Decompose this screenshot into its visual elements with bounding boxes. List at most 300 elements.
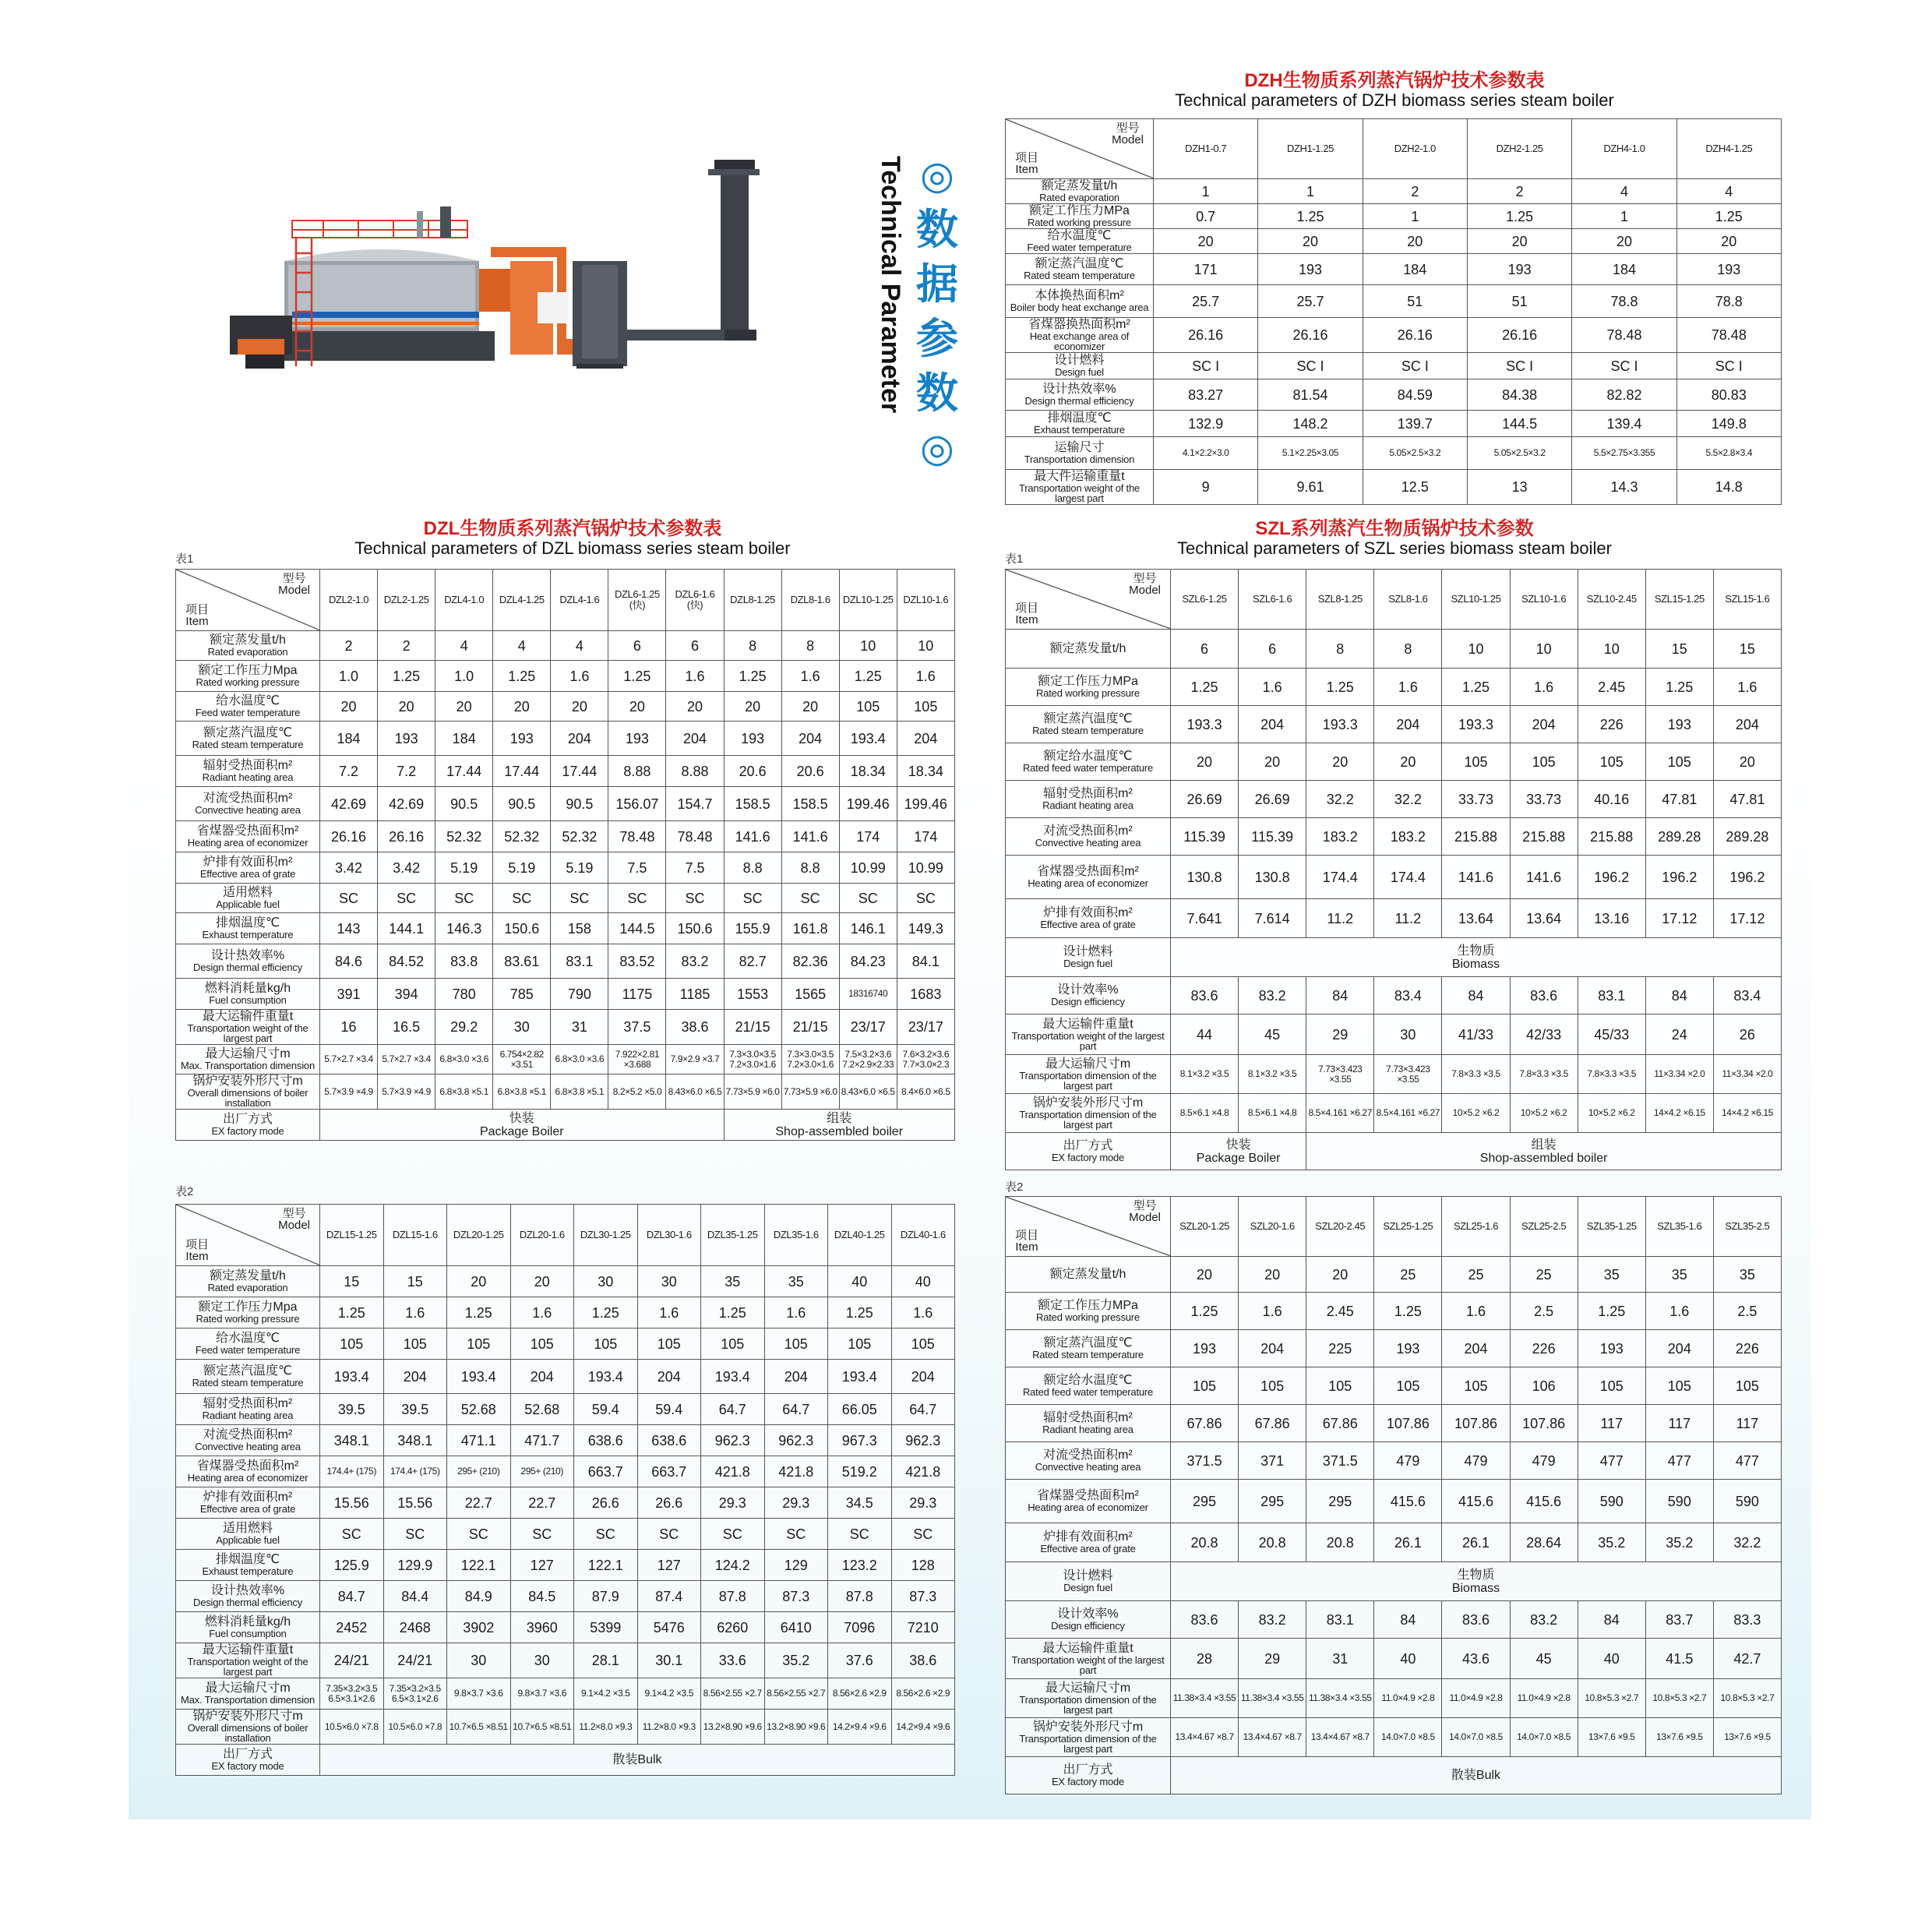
table-row (1006, 706, 1782, 743)
table-cell: 20 (1676, 229, 1781, 254)
table-cell: 8 (1374, 630, 1442, 669)
table-cell: 3.42 (378, 852, 435, 884)
row-label-cn: 出厂方式 (222, 1113, 273, 1126)
table-cell: 14×4.2 ×6.15 (1645, 1094, 1713, 1133)
table-row (176, 1643, 955, 1678)
table-cell: 17.44 (551, 756, 608, 787)
row-label (1006, 781, 1171, 818)
table-row (1006, 818, 1782, 856)
table-cell: 10 (897, 631, 954, 661)
row-label-en: EX factory mode (211, 1125, 284, 1137)
table-cell: 6.754×2.82 ×3.51 (493, 1045, 551, 1074)
table-cell: 204 (1239, 1330, 1306, 1367)
table-cell: 84 (1442, 977, 1510, 1014)
table-cell: 1.6 (637, 1297, 701, 1329)
table-cell: 146.3 (435, 913, 493, 944)
table-cell: 7.922×2.81 ×3.688 (608, 1045, 666, 1074)
table-cell: 35 (701, 1266, 765, 1297)
table-cell: 5.1×2.25×3.05 (1258, 437, 1363, 470)
table-header-row (1006, 1197, 1782, 1257)
table-cell: 7.73×5.9 ×6.0 (781, 1074, 839, 1110)
table-cell: 13×7.6 ×9.5 (1645, 1718, 1713, 1757)
table-cell: 7.3×3.0×3.5 7.2×3.0×1.6 (781, 1045, 839, 1074)
table-cell: 141.6 (1442, 856, 1510, 899)
table-cell: 141.6 (1510, 856, 1578, 899)
table-cell: 20 (1467, 229, 1571, 254)
table-cell: 139.7 (1363, 411, 1467, 437)
table-cell: 193.4 (447, 1360, 511, 1394)
table-cell: 4 (1676, 179, 1781, 204)
table-row (176, 1010, 955, 1045)
row-label (176, 1360, 320, 1394)
table-cell: 6260 (701, 1612, 765, 1643)
table-cell: 105 (510, 1329, 574, 1360)
row-label-cn: 本体换热面积m² (1035, 289, 1124, 302)
row-label (176, 1329, 320, 1360)
model-header: DZL15-1.25 (320, 1205, 384, 1266)
row-label-en: Applicable fuel (216, 1534, 280, 1546)
row-label-cn: 辐射受热面积m² (1043, 1411, 1133, 1424)
table-cell: 8.4×6.0 ×6.5 (897, 1074, 954, 1110)
row-label-en: Rated steam temperature (1032, 1349, 1144, 1360)
table-cell: 204 (1239, 706, 1306, 743)
table-cell: 30 (510, 1643, 574, 1678)
table-cell: 35 (1645, 1257, 1713, 1293)
table-row (176, 787, 955, 821)
table-row (1006, 856, 1782, 899)
table-row (176, 692, 955, 722)
fuel-en: Biomass (1451, 1581, 1500, 1595)
table-cell: 7.35×3.2×3.5 6.5×3.1×2.6 (383, 1678, 447, 1710)
table-cell: 105 (1578, 1367, 1645, 1405)
table-cell: 10.5×6.0 ×7.8 (320, 1710, 384, 1745)
table-cell: 1 (1258, 179, 1363, 204)
table-cell: 25 (1442, 1257, 1510, 1293)
table-cell: 295 (1306, 1480, 1374, 1523)
table-cell: 5.7×2.7 ×3.4 (320, 1045, 378, 1074)
table-cell: 14.3 (1572, 470, 1676, 505)
model-header: SZL20-1.25 (1171, 1197, 1239, 1257)
table-cell: SC (510, 1519, 574, 1550)
table-cell: 348.1 (320, 1425, 384, 1456)
table-header-row (176, 570, 955, 631)
table-cell: 184 (1363, 254, 1467, 285)
table-row (176, 1425, 955, 1456)
table-cell: 1.6 (891, 1297, 955, 1329)
table-cell: 130.8 (1239, 856, 1306, 899)
table-cell: 1.6 (764, 1297, 828, 1329)
row-label-en: Rated steam temperature (1024, 270, 1135, 281)
table-cell: 67.86 (1239, 1405, 1306, 1442)
table-cell: 26.16 (320, 821, 378, 852)
corner-model-cn: 型号 (1133, 1199, 1157, 1212)
table-row (176, 1456, 955, 1487)
row-label-cn: 额定蒸汽温度℃ (203, 726, 292, 739)
table-cell: 83.4 (1713, 977, 1781, 1014)
table-cell: 0.7 (1154, 204, 1258, 229)
table-cell: 52.32 (435, 821, 493, 852)
model-header: DZH1-0.7 (1154, 119, 1258, 179)
table-row (1006, 743, 1782, 781)
table-cell: 20 (551, 692, 608, 722)
table-row-factory-mode (1006, 1133, 1782, 1170)
table-cell: 7.614 (1239, 899, 1306, 938)
table-cell: 125.9 (320, 1550, 384, 1581)
corner-model-en: Model (1129, 584, 1161, 597)
table-cell: 42/33 (1510, 1014, 1578, 1055)
table-cell: 215.88 (1578, 818, 1645, 856)
row-label-cn: 省煤器受热面积m² (196, 824, 299, 838)
table-cell: 193 (1578, 1330, 1645, 1367)
table-cell: 83.3 (1713, 1601, 1781, 1639)
szl-table2-label: 表2 (1005, 1180, 1024, 1194)
row-label-en: Rated evaporation (207, 1282, 288, 1293)
table-cell: 29.3 (891, 1487, 955, 1519)
model-header: SZL10-2.45 (1578, 570, 1645, 630)
table-cell: 13 (1467, 470, 1571, 505)
table-row (176, 722, 955, 756)
table-cell: 1.25 (1442, 669, 1510, 706)
row-label (176, 661, 320, 692)
table-cell: 83.2 (1239, 1601, 1306, 1639)
table-cell: 8.5×4.161 ×6.27 (1374, 1094, 1442, 1133)
table-cell: 174 (839, 821, 897, 852)
table-cell: 7.641 (1171, 899, 1239, 938)
table-cell: 1 (1572, 204, 1676, 229)
model-header: DZL20-1.6 (510, 1205, 574, 1266)
table-cell: 6410 (764, 1612, 828, 1643)
table-cell: 14.8 (1676, 470, 1781, 505)
dzh-title-en: Technical parameters of DZH biomass series steam boiler (1175, 90, 1614, 110)
factory-mode-package (320, 1110, 724, 1141)
table-row (1006, 899, 1782, 938)
model-header: SZL35-1.25 (1578, 1197, 1645, 1257)
row-label-en: Rated working pressure (196, 676, 300, 688)
table-cell: 143 (320, 913, 378, 944)
table-cell: 82.82 (1572, 379, 1676, 411)
model-header: DZL4-1.0 (435, 570, 493, 631)
table-cell: 139.4 (1572, 411, 1676, 437)
row-label-cn: 省煤器受热面积m² (1037, 1489, 1139, 1502)
table-cell: 10.8×5.3 ×2.7 (1578, 1679, 1645, 1718)
table-cell: 105 (1171, 1367, 1239, 1405)
row-label-en: Heating area of economizer (187, 1472, 308, 1484)
table-cell: 59.4 (637, 1394, 701, 1425)
table-row-fuel (1006, 1562, 1782, 1601)
table-cell: 32.2 (1306, 781, 1374, 818)
dzl-table1-label: 表1 (175, 552, 194, 566)
table-cell: 26.1 (1442, 1523, 1510, 1562)
row-label-en: Heating area of economizer (1028, 1501, 1148, 1513)
table-cell: 32.2 (1374, 781, 1442, 818)
table-cell: 78.48 (608, 821, 666, 852)
table-row (176, 1266, 955, 1297)
row-label-cn: 辐射受热面积m² (203, 759, 293, 772)
table-row (1006, 179, 1782, 204)
table-cell: 39.5 (383, 1394, 447, 1425)
table-cell: 83.27 (1154, 379, 1258, 411)
table-cell: 11×3.34 ×2.0 (1713, 1055, 1781, 1094)
table-corner-header (176, 1205, 320, 1266)
table-cell: 193 (493, 722, 551, 756)
row-label-cn: 额定给水温度℃ (1043, 1374, 1133, 1387)
table-cell: 199.46 (839, 787, 897, 821)
table-cell: 105 (1442, 743, 1510, 781)
table-cell: 29 (1306, 1014, 1374, 1055)
corner-item-cn: 项目 (1015, 602, 1039, 615)
factory-mode-merged: 散装Bulk (320, 1745, 955, 1776)
dzl-table2-label: 表2 (175, 1185, 194, 1198)
row-label-en: Radiant heating area (1042, 1424, 1133, 1435)
row-label-cn: 锅炉安装外形尺寸m (192, 1074, 303, 1088)
table-cell: 2 (1467, 179, 1571, 204)
table-cell: 4 (435, 631, 493, 661)
table-cell: SC I (1572, 353, 1676, 379)
table-cell: 193 (1645, 706, 1713, 743)
table-cell: 52.68 (510, 1394, 574, 1425)
corner-model-en: Model (1129, 1211, 1161, 1224)
table-cell: 13.4×4.67 ×8.7 (1306, 1718, 1374, 1757)
table-cell: 26.16 (1154, 318, 1258, 353)
table-cell: 11.2×8.0 ×9.3 (637, 1710, 701, 1745)
row-label-cn: 出厂方式 (1063, 1763, 1113, 1777)
dzl-title-cn: DZL生物质系列蒸汽锅炉技术参数表 (423, 518, 722, 539)
table-cell: 5399 (574, 1612, 638, 1643)
table-cell: 84.38 (1467, 379, 1571, 411)
table-cell: 1.25 (320, 1297, 384, 1329)
table-cell: 1565 (781, 979, 839, 1010)
table-cell: 1.6 (1645, 1293, 1713, 1330)
table-row (1006, 411, 1782, 437)
model-header: DZL40-1.25 (828, 1205, 892, 1266)
table-row (176, 1045, 955, 1074)
corner-model-label (278, 1208, 310, 1231)
table-cell: 24/21 (320, 1643, 384, 1678)
table-cell: SC I (1467, 353, 1571, 379)
table-cell: 295 (1171, 1480, 1239, 1523)
table-row (1006, 1480, 1782, 1523)
table-cell: 10 (1510, 630, 1578, 669)
table-cell: 20 (435, 692, 493, 722)
table-cell: SC (435, 884, 493, 913)
table-cell: 1.25 (1258, 204, 1363, 229)
table-cell: 8.8 (724, 852, 781, 884)
table-cell: 20 (781, 692, 839, 722)
table-cell: 10×5.2 ×6.2 (1578, 1094, 1645, 1133)
table-cell: 6.8×3.8 ×5.1 (551, 1074, 608, 1110)
table-cell: 6.8×3.8 ×5.1 (493, 1074, 551, 1110)
table-cell: 41.5 (1645, 1639, 1713, 1679)
table-cell: 174.4+ (175) (320, 1456, 384, 1487)
table-cell: 7.73×3.423 ×3.55 (1306, 1055, 1374, 1094)
table-cell: 348.1 (383, 1425, 447, 1456)
table-cell: 83.6 (1171, 1601, 1239, 1639)
table-cell: 105 (1645, 1367, 1713, 1405)
row-label-cn: 最大运输件重量t (202, 1010, 294, 1023)
table-row (176, 756, 955, 787)
table-cell: 371.5 (1171, 1442, 1239, 1480)
table-cell: 15 (1713, 630, 1781, 669)
table-cell: 295 (1239, 1480, 1306, 1523)
table-cell: 479 (1442, 1442, 1510, 1480)
table-cell: 127 (510, 1550, 574, 1581)
row-label-cn: 对流受热面积m² (203, 792, 293, 805)
row-label-en: Effective area of grate (1040, 1543, 1136, 1554)
table-cell: 16 (320, 1010, 378, 1045)
table-cell: 1.6 (897, 661, 954, 692)
table-cell: 6.8×3.0 ×3.6 (435, 1045, 493, 1074)
table-cell: 1.25 (378, 661, 435, 692)
table-cell: 8.43×6.0 ×6.5 (839, 1074, 897, 1110)
table-row (1006, 254, 1782, 285)
row-label (176, 852, 320, 884)
row-label-en: Transportation dimension of the largest part (1019, 1732, 1157, 1755)
model-header: DZL8-1.6 (781, 570, 839, 631)
table-cell: 638.6 (574, 1425, 638, 1456)
row-label-cn: 最大件运输重量t (1034, 470, 1125, 483)
table-cell: 1.6 (781, 661, 839, 692)
row-label (1006, 1293, 1171, 1330)
model-header: DZL4-1.25 (493, 570, 551, 631)
row-label (1006, 1601, 1171, 1639)
table-cell: 21/15 (781, 1010, 839, 1045)
table-cell: 13×7.6 ×9.5 (1578, 1718, 1645, 1757)
dzh-parameter-table (1005, 118, 1782, 505)
table-cell: 11.0×4.9 ×2.8 (1510, 1679, 1578, 1718)
table-cell: 84.4 (383, 1581, 447, 1612)
table-cell: 20 (666, 692, 724, 722)
row-label (1006, 977, 1171, 1014)
row-label-cn: 炉排有效面积m² (1043, 1530, 1133, 1544)
table-cell: 5.19 (435, 852, 493, 884)
table-cell: 7.73×3.423 ×3.55 (1374, 1055, 1442, 1094)
table-cell: 1.25 (1578, 1293, 1645, 1330)
fuel-en: Biomass (1451, 957, 1500, 971)
table-row (1006, 669, 1782, 706)
table-cell: 13.2×8.90 ×9.6 (764, 1710, 828, 1745)
table-cell: 35.2 (764, 1643, 828, 1678)
model-header: DZL35-1.6 (764, 1205, 828, 1266)
table-cell: 8 (781, 631, 839, 661)
table-cell: 6 (1239, 630, 1306, 669)
table-cell: 30 (493, 1010, 551, 1045)
fuel-merged-cell (1171, 1562, 1782, 1601)
table-cell: 28 (1171, 1639, 1239, 1679)
table-cell: 8.2×5.2 ×5.0 (608, 1074, 666, 1110)
table-row (176, 1074, 955, 1110)
table-cell: 83.1 (1306, 1601, 1374, 1639)
row-label-en: Effective area of grate (1040, 919, 1136, 930)
row-label-en: Design thermal efficiency (193, 1597, 302, 1608)
table-cell: 415.6 (1442, 1480, 1510, 1523)
table-cell: 790 (551, 979, 608, 1010)
corner-item-cn: 项目 (185, 603, 210, 616)
table-corner-header (1006, 1197, 1171, 1257)
row-label (1006, 1718, 1171, 1757)
model-header: SZL35-1.6 (1645, 1197, 1713, 1257)
table-cell: 1.25 (608, 661, 666, 692)
table-cell: 117 (1713, 1405, 1781, 1442)
row-label (1006, 204, 1154, 229)
table-cell: 2 (378, 631, 435, 661)
row-label-cn: 最大运输尺寸m (1045, 1057, 1131, 1071)
model-header: DZL35-1.25 (701, 1205, 765, 1266)
table-cell: 10.99 (897, 852, 954, 884)
table-cell: 204 (551, 722, 608, 756)
table-cell: 11.38×3.4 ×3.55 (1306, 1679, 1374, 1718)
table-cell: 11.38×3.4 ×3.55 (1171, 1679, 1239, 1718)
table-cell: 30 (574, 1266, 638, 1297)
table-cell: 1553 (724, 979, 781, 1010)
row-label (1006, 669, 1171, 706)
table-cell: 84 (1645, 977, 1713, 1014)
table-cell: 78.48 (666, 821, 724, 852)
table-cell: 161.8 (781, 913, 839, 944)
table-cell: 962.3 (764, 1425, 828, 1456)
table-cell: 7.73×5.9 ×6.0 (724, 1074, 781, 1110)
row-label-cn: 出厂方式 (222, 1748, 273, 1761)
table-row (1006, 1257, 1782, 1293)
table-cell: 51 (1363, 285, 1467, 318)
table-cell: 45 (1239, 1014, 1306, 1055)
table-cell: 1.25 (1374, 1293, 1442, 1330)
dzh-title-cn: DZH生物质系列蒸汽锅炉技术参数表 (1244, 70, 1545, 91)
row-label-en: Design fuel (1063, 1582, 1112, 1593)
table-cell: 6 (608, 631, 666, 661)
table-cell: 4.1×2.2×3.0 (1154, 437, 1258, 470)
table-cell: 196.2 (1578, 856, 1645, 899)
table-cell: 1.6 (1713, 669, 1781, 706)
row-label-cn: 额定蒸汽温度℃ (203, 1364, 292, 1378)
model-header: DZL30-1.25 (574, 1205, 638, 1266)
corner-item-label (1015, 152, 1038, 175)
table-cell: 204 (891, 1360, 955, 1394)
table-cell: 193 (1467, 254, 1571, 285)
corner-model-label (1129, 573, 1161, 596)
dzl-title (175, 518, 970, 558)
table-cell: 105 (897, 692, 954, 722)
table-cell: 18316740 (839, 979, 897, 1010)
table-cell: 64.7 (764, 1394, 828, 1425)
dzl-parameter-table-2 (175, 1204, 955, 1776)
table-cell: 87.8 (701, 1581, 765, 1612)
row-label (1006, 285, 1154, 318)
table-cell: SC I (1363, 353, 1467, 379)
row-label-en: Max. Transportation dimension (181, 1694, 315, 1706)
table-cell: 105 (1645, 743, 1713, 781)
table-cell: 105 (1713, 1367, 1781, 1405)
table-cell: 11.0×4.9 ×2.8 (1442, 1679, 1510, 1718)
table-cell: 105 (764, 1329, 828, 1360)
table-cell: SC (320, 884, 378, 913)
table-cell: 21/15 (724, 1010, 781, 1045)
table-cell: 64.7 (701, 1394, 765, 1425)
table-row (1006, 781, 1782, 818)
corner-model-en: Model (278, 1219, 310, 1232)
row-label-en: Fuel consumption (209, 994, 287, 1006)
table-cell: 78.48 (1572, 318, 1676, 353)
table-cell: 1.6 (383, 1297, 447, 1329)
table-cell: 193.4 (701, 1360, 765, 1394)
table-cell: SC (637, 1519, 701, 1550)
row-label-en: Rated working pressure (1036, 1311, 1140, 1323)
table-cell: 2 (320, 631, 378, 661)
table-cell: 105 (320, 1329, 384, 1360)
row-label-cn: 适用燃料 (222, 1522, 273, 1535)
table-cell: 129 (764, 1550, 828, 1581)
row-label-cn: 给水温度℃ (1047, 229, 1112, 242)
corner-model-en: Model (1112, 133, 1144, 146)
